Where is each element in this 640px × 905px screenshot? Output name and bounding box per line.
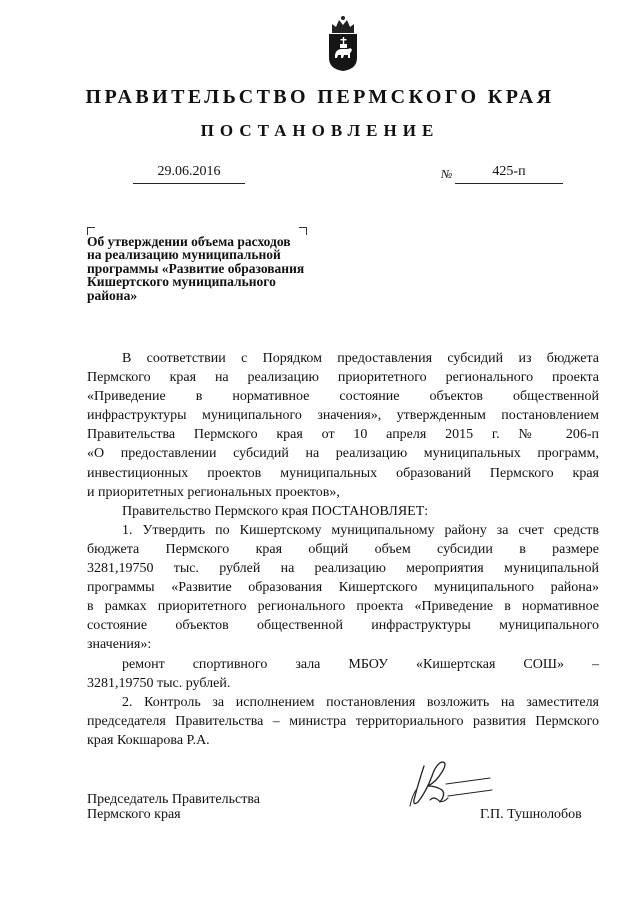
- body-line: в рамках приоритетного регионального проекта «Приведение в нормативное: [87, 599, 599, 615]
- body-line: председателя Правительства – министра территориального развития Пермского: [87, 713, 599, 729]
- body-line: края Кокшарова Р.А.: [87, 732, 210, 748]
- body-line: 2. Контроль за исполнением постановления возложить на заместителя: [122, 694, 599, 710]
- subject-bracket-right: [299, 227, 307, 235]
- body-line: Пермского края на реализацию приоритетного регионального проекта: [87, 370, 599, 386]
- subject-line: Кишертского муниципального: [87, 274, 276, 290]
- document-date: 29.06.2016: [133, 164, 245, 184]
- body-line: «Приведение в нормативное состояние объектов общественной: [87, 389, 599, 405]
- body-line: бюджета Пермского края общий объем субсидии в размере: [87, 541, 599, 557]
- subject-line: района»: [87, 287, 138, 303]
- body-line: ремонт спортивного зала МБОУ «Кишертская СОШ» –: [122, 656, 599, 672]
- handwritten-signature-icon: [402, 756, 498, 814]
- subject-line: программы «Развитие образования: [87, 260, 305, 276]
- body-line: инвестиционных проектов муниципальных образований Пермского края: [87, 465, 599, 481]
- document-type: ПОСТАНОВЛЕНИЕ: [200, 121, 440, 140]
- signer-position-line: Пермского края: [87, 807, 181, 822]
- subject-line: на реализацию муниципальной: [87, 247, 281, 263]
- body-line: инфраструктуры муниципального значения», утвержденным постановлением: [87, 408, 599, 424]
- signer-position: [87, 792, 260, 822]
- body-line: В соответствии с Порядком предоставления субсидий из бюджета: [122, 351, 599, 366]
- body-line: Правительства Пермского края от 10 апреля 2015 г. № 206-п: [87, 427, 599, 443]
- government-name: ПРАВИТЕЛЬСТВО ПЕРМСКОГО КРАЯ: [85, 86, 555, 108]
- body-line: и приоритетных региональных проектов»,: [87, 484, 340, 500]
- signer-position-line: Председатель Правительства: [87, 792, 260, 807]
- body-line: 3281,19750 тыс. рублей.: [87, 675, 231, 691]
- body-line: программы «Развитие образования Кишертского муниципального района»: [87, 580, 599, 596]
- document-body: [87, 349, 599, 750]
- body-line: 3281,19750 тыс. рублей на реализацию мероприятия муниципальной: [87, 561, 599, 577]
- subject-line: Об утверждении объема расходов: [87, 234, 291, 249]
- document-subject: [87, 235, 357, 302]
- body-line: состояние объектов общественной инфраструктуры муниципального: [87, 618, 599, 634]
- body-line: значения»:: [87, 637, 152, 653]
- body-line: 1. Утвердить по Кишертскому муниципальному району за счет средств: [122, 522, 599, 538]
- body-line: «О предоставлении субсидий на реализацию муниципальных программ,: [87, 446, 599, 462]
- signer-name: Г.П. Тушнолобов: [480, 807, 582, 822]
- document-number: 425-п: [455, 164, 563, 184]
- perm-krai-coat-of-arms-icon: [326, 14, 360, 72]
- number-sign: №: [441, 167, 453, 181]
- body-line: Правительство Пермского края ПОСТАНОВЛЯЕТ:: [122, 503, 429, 519]
